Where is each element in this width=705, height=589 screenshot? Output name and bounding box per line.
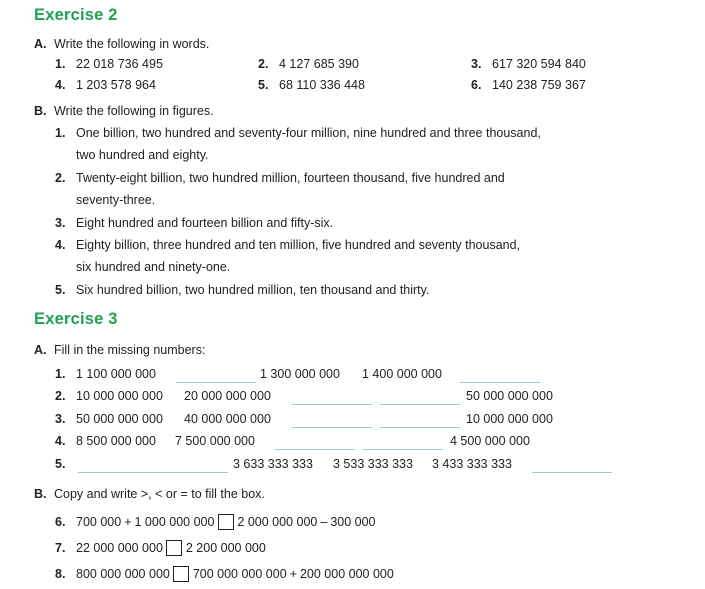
- operand: 200 000 000 000: [299, 567, 394, 581]
- list-item: [258, 57, 359, 71]
- exercise-3-title: Exercise 3: [34, 310, 118, 328]
- sequence-value: 4 500 000 000: [450, 434, 530, 448]
- section-b-instruction: [34, 487, 265, 501]
- section-a-instruction: [34, 343, 205, 357]
- answer-blank[interactable]: [292, 392, 372, 405]
- answer-blank[interactable]: [78, 460, 228, 473]
- operand: 700 000 000 000: [192, 567, 287, 581]
- sequence-value: 7 500 000 000: [175, 434, 255, 448]
- item-number: 2.: [258, 57, 269, 71]
- item-value: 22 018 736 495: [76, 57, 163, 71]
- item-text: One billion, two hundred and seventy-four million, nine hundred and three thousand,: [76, 126, 541, 140]
- item-text-continued: seventy-three.: [76, 193, 156, 207]
- instruction-text: Write the following in words.: [54, 37, 210, 51]
- sequence-value: 50 000 000 000: [76, 412, 163, 426]
- item-value: 1 203 578 964: [76, 78, 156, 92]
- sequence-value: 8 500 000 000: [76, 434, 156, 448]
- item-text: Eight hundred and fourteen billion and fifty-six.: [76, 216, 334, 230]
- section-b-instruction: [34, 104, 214, 118]
- operator: +: [124, 515, 132, 529]
- sequence-value: 3 633 333 333: [233, 457, 313, 471]
- item-number: 5.: [55, 283, 66, 297]
- section-label: A.: [34, 343, 47, 357]
- section-label: A.: [34, 37, 47, 51]
- item-number: 4.: [55, 434, 66, 448]
- item-value: 4 127 685 390: [279, 57, 359, 71]
- section-label: B.: [34, 104, 47, 118]
- operator: –: [320, 515, 328, 529]
- answer-box[interactable]: [166, 540, 182, 556]
- answer-blank[interactable]: [380, 392, 460, 405]
- sequence-value: 10 000 000 000: [76, 389, 163, 403]
- instruction-text: Write the following in figures.: [54, 104, 214, 118]
- item-value: 140 238 759 367: [492, 78, 586, 92]
- list-item: [55, 412, 163, 426]
- item-text: Twenty-eight billion, two hundred million, fourteen thousand, five hundred and: [76, 171, 505, 185]
- list-item: [55, 78, 156, 92]
- item-number: 1.: [55, 367, 66, 381]
- operand: 300 000: [330, 515, 376, 529]
- answer-blank[interactable]: [380, 415, 460, 428]
- operand: 2 200 000 000: [185, 541, 266, 555]
- item-number: 5.: [55, 457, 66, 471]
- instruction-text: Fill in the missing numbers:: [54, 343, 206, 357]
- sequence-value: 1 300 000 000: [260, 367, 340, 381]
- item-text-continued: two hundred and eighty.: [76, 148, 209, 162]
- sequence-value: 3 533 333 333: [333, 457, 413, 471]
- list-item: [55, 283, 429, 297]
- sequence-value: 40 000 000 000: [184, 412, 271, 426]
- sequence-value: 20 000 000 000: [184, 389, 271, 403]
- item-number: 3.: [55, 216, 66, 230]
- item-value: 68 110 336 448: [279, 78, 365, 92]
- section-label: B.: [34, 487, 47, 501]
- comparison-row: [55, 514, 376, 530]
- operand: 22 000 000 000: [76, 541, 163, 555]
- sequence-value: 1 100 000 000: [76, 367, 156, 381]
- operator: +: [289, 567, 297, 581]
- section-a-instruction: [34, 37, 209, 51]
- operand: 1 000 000 000: [134, 515, 215, 529]
- list-item: [55, 216, 333, 230]
- answer-blank[interactable]: [532, 460, 612, 473]
- operand: 700 000: [76, 515, 122, 529]
- item-number: 4.: [55, 78, 66, 92]
- item-value: 617 320 594 840: [492, 57, 586, 71]
- sequence-value: 3 433 333 333: [432, 457, 512, 471]
- list-item: [471, 78, 586, 92]
- list-item: [55, 389, 163, 403]
- item-number: 1.: [55, 57, 66, 71]
- list-item: [55, 171, 505, 185]
- sequence-value: 10 000 000 000: [466, 412, 553, 426]
- answer-blank[interactable]: [275, 437, 355, 450]
- item-number: 8.: [55, 567, 66, 581]
- item-number: 1.: [55, 126, 66, 140]
- list-item: [258, 78, 365, 92]
- item-text: Six hundred billion, two hundred million, ten thousand and thirty.: [76, 283, 430, 297]
- answer-blank[interactable]: [292, 415, 372, 428]
- list-item: [55, 126, 541, 140]
- item-number: 2.: [55, 171, 66, 185]
- list-item: [471, 57, 586, 71]
- comparison-row: [55, 540, 266, 556]
- exercise-2-title: Exercise 2: [34, 6, 118, 24]
- item-number: 3.: [55, 412, 66, 426]
- item-number: 5.: [258, 78, 269, 92]
- answer-blank[interactable]: [363, 437, 443, 450]
- list-item: [55, 457, 76, 471]
- list-item: [55, 434, 156, 448]
- list-item: [55, 238, 520, 252]
- item-number: 3.: [471, 57, 482, 71]
- item-number: 2.: [55, 389, 66, 403]
- answer-blank[interactable]: [176, 370, 256, 383]
- sequence-value: 1 400 000 000: [362, 367, 442, 381]
- answer-blank[interactable]: [460, 370, 540, 383]
- operand: 2 000 000 000: [237, 515, 318, 529]
- item-number: 4.: [55, 238, 66, 252]
- answer-box[interactable]: [218, 514, 234, 530]
- sequence-value: 50 000 000 000: [466, 389, 553, 403]
- list-item: [55, 57, 163, 71]
- operand: 800 000 000 000: [76, 567, 170, 581]
- answer-box[interactable]: [173, 566, 189, 582]
- item-text-continued: six hundred and ninety-one.: [76, 260, 231, 274]
- item-number: 7.: [55, 541, 66, 555]
- item-number: 6.: [471, 78, 482, 92]
- item-text: Eighty billion, three hundred and ten million, five hundred and seventy thousand,: [76, 238, 521, 252]
- instruction-text: Copy and write >, < or = to fill the box.: [54, 487, 265, 501]
- item-number: 6.: [55, 515, 66, 529]
- list-item: [55, 367, 156, 381]
- comparison-row: [55, 566, 394, 582]
